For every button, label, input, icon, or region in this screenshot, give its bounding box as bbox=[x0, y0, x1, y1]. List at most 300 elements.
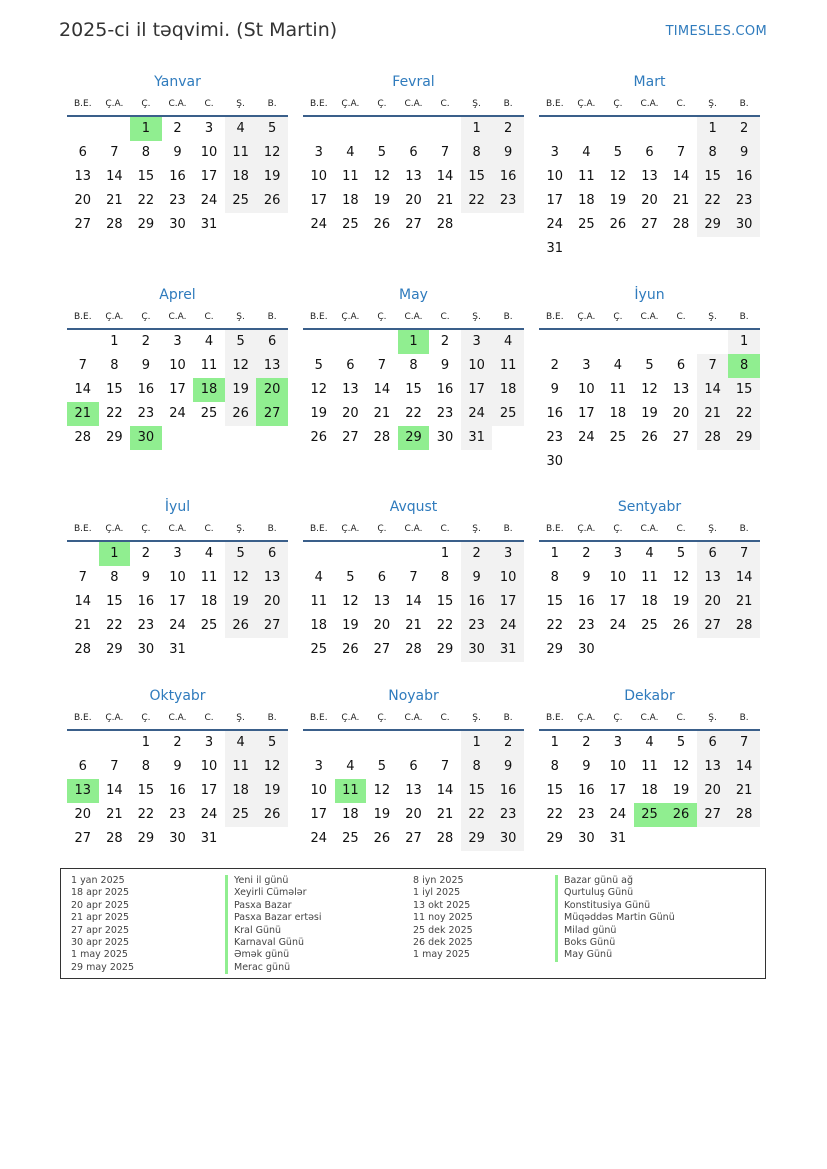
day-cell: 19 bbox=[373, 807, 391, 822]
weekday-label: C. bbox=[204, 713, 214, 723]
day-cell: 14 bbox=[373, 382, 391, 397]
day-cell: 13 bbox=[697, 566, 729, 590]
day-cell: 28 bbox=[672, 217, 690, 232]
day-cell: 18 bbox=[342, 193, 359, 208]
day-cell: 20 bbox=[405, 193, 422, 208]
day-cell: 6 bbox=[697, 542, 729, 566]
weekday-label: C.A. bbox=[640, 312, 659, 322]
month-name: Oktyabr bbox=[149, 688, 206, 704]
day-cell: 19 bbox=[310, 406, 328, 421]
day-cell: 6 bbox=[645, 145, 654, 160]
day-cell: 8 bbox=[141, 145, 151, 160]
day-cell: 27 bbox=[697, 614, 729, 638]
day-cell: 25 bbox=[310, 642, 328, 657]
weekday-label: C. bbox=[440, 713, 450, 723]
day-cell: 24 bbox=[546, 217, 564, 232]
day-cell: 3 bbox=[173, 546, 182, 561]
month-5 bbox=[539, 284, 760, 474]
day-cell: 10 bbox=[310, 169, 328, 184]
day-cell: 27 bbox=[74, 831, 92, 846]
legend-holiday-name: Müqəddəs Martin Günü bbox=[555, 912, 675, 924]
day-cell: 2 bbox=[141, 334, 151, 349]
month-name: May bbox=[399, 287, 428, 303]
day-cell: 13 bbox=[641, 169, 658, 184]
day-cell: 9 bbox=[173, 759, 182, 774]
empty-cell bbox=[429, 117, 461, 141]
day-cell: 20 bbox=[697, 590, 729, 614]
day-cell: 1 bbox=[99, 542, 131, 566]
day-cell: 30 bbox=[436, 430, 454, 445]
day-cell: 28 bbox=[697, 426, 729, 450]
day-cell: 11 bbox=[200, 358, 218, 373]
day-cell: 18 bbox=[342, 807, 359, 822]
day-cell: 14 bbox=[697, 378, 729, 402]
day-cell: 3 bbox=[173, 334, 182, 349]
day-cell: 21 bbox=[373, 406, 391, 421]
day-cell: 24 bbox=[609, 618, 627, 633]
day-cell: 28 bbox=[728, 614, 760, 638]
day-cell: 23 bbox=[436, 406, 454, 421]
weekday-label: Ş. bbox=[708, 713, 717, 723]
day-cell: 2 bbox=[728, 117, 760, 141]
weekday-label: B. bbox=[739, 713, 749, 723]
day-cell: 25 bbox=[609, 430, 627, 445]
day-cell: 7 bbox=[78, 358, 87, 373]
month-0 bbox=[67, 71, 288, 237]
day-cell: 31 bbox=[200, 831, 218, 846]
weekday-label: Ç.A. bbox=[341, 713, 360, 723]
day-cell: 19 bbox=[225, 378, 257, 402]
day-cell: 4 bbox=[204, 334, 214, 349]
day-cell: 16 bbox=[137, 382, 155, 397]
day-cell: 13 bbox=[405, 783, 422, 798]
day-cell: 12 bbox=[641, 382, 658, 397]
legend-holiday-name: Bazar günü ağ bbox=[555, 875, 675, 887]
day-cell: 21 bbox=[728, 590, 760, 614]
day-cell: 7 bbox=[110, 145, 119, 160]
day-cell: 2 bbox=[141, 546, 151, 561]
day-cell: 1 bbox=[141, 735, 151, 750]
empty-cell bbox=[366, 117, 398, 141]
legend-date: 18 apr 2025 bbox=[71, 887, 130, 899]
weekday-label: B.E. bbox=[545, 713, 564, 723]
day-cell: 7 bbox=[440, 145, 450, 160]
day-cell: 17 bbox=[461, 378, 493, 402]
weekday-label: B. bbox=[739, 312, 749, 322]
day-cell: 17 bbox=[200, 783, 218, 798]
day-cell: 26 bbox=[225, 614, 257, 638]
day-cell: 8 bbox=[110, 358, 119, 373]
day-cell: 15 bbox=[546, 594, 564, 609]
day-cell: 30 bbox=[546, 454, 564, 469]
day-cell: 16 bbox=[492, 779, 524, 803]
day-grid bbox=[67, 330, 288, 450]
day-cell: 21 bbox=[106, 193, 123, 208]
day-cell: 17 bbox=[609, 783, 627, 798]
weekday-label: Ş. bbox=[472, 713, 481, 723]
day-cell: 7 bbox=[409, 570, 418, 585]
weekday-label: C. bbox=[204, 524, 214, 534]
day-cell: 3 bbox=[492, 542, 524, 566]
day-cell: 10 bbox=[310, 783, 328, 798]
day-cell: 1 bbox=[110, 334, 119, 349]
day-cell: 23 bbox=[492, 189, 524, 213]
day-cell: 20 bbox=[74, 807, 92, 822]
empty-cell bbox=[67, 731, 99, 755]
day-cell: 17 bbox=[609, 594, 627, 609]
legend-date: 1 yan 2025 bbox=[71, 875, 125, 886]
day-cell: 13 bbox=[373, 594, 391, 609]
weekday-label: Ç.A. bbox=[577, 99, 596, 109]
day-cell: 15 bbox=[137, 169, 155, 184]
weekday-label: Ç.A. bbox=[577, 524, 596, 534]
weekday-label: Ş. bbox=[236, 312, 245, 322]
day-grid bbox=[67, 542, 288, 662]
weekday-header bbox=[303, 707, 524, 731]
weekday-label: Ç. bbox=[613, 99, 623, 109]
day-cell: 1 bbox=[728, 330, 760, 354]
weekday-label: B. bbox=[739, 524, 749, 534]
day-cell: 29 bbox=[436, 642, 454, 657]
day-cell: 22 bbox=[137, 193, 155, 208]
day-cell: 2 bbox=[582, 546, 591, 561]
empty-cell bbox=[67, 330, 99, 354]
day-cell: 20 bbox=[373, 618, 391, 633]
day-cell: 14 bbox=[405, 594, 422, 609]
day-cell: 24 bbox=[461, 402, 493, 426]
day-cell: 10 bbox=[546, 169, 564, 184]
weekday-label: B.E. bbox=[545, 99, 564, 109]
day-cell: 14 bbox=[728, 755, 760, 779]
day-cell: 18 bbox=[200, 594, 218, 609]
day-cell: 15 bbox=[697, 165, 729, 189]
weekday-label: C. bbox=[204, 99, 214, 109]
day-cell: 1 bbox=[461, 731, 493, 755]
day-cell: 21 bbox=[672, 193, 690, 208]
day-cell: 24 bbox=[169, 618, 186, 633]
day-cell: 12 bbox=[373, 169, 391, 184]
day-cell: 1 bbox=[398, 330, 430, 354]
month-name: Avqust bbox=[389, 499, 438, 515]
weekday-header bbox=[67, 707, 288, 731]
day-cell: 28 bbox=[436, 831, 454, 846]
empty-cell bbox=[99, 117, 131, 141]
month-9 bbox=[67, 685, 288, 851]
day-cell: 23 bbox=[137, 618, 155, 633]
day-cell: 31 bbox=[609, 831, 627, 846]
weekday-label: C. bbox=[676, 524, 686, 534]
day-cell: 22 bbox=[405, 406, 422, 421]
day-cell: 22 bbox=[461, 803, 493, 827]
month-3 bbox=[67, 284, 288, 450]
weekday-label: Ç.A. bbox=[341, 99, 360, 109]
empty-cell bbox=[429, 731, 461, 755]
day-cell: 5 bbox=[645, 358, 654, 373]
weekday-label: B. bbox=[503, 99, 513, 109]
day-cell: 22 bbox=[137, 807, 155, 822]
day-cell: 8 bbox=[440, 570, 450, 585]
day-cell: 14 bbox=[106, 169, 123, 184]
day-cell: 16 bbox=[137, 594, 155, 609]
day-cell: 3 bbox=[204, 121, 214, 136]
day-cell: 13 bbox=[74, 169, 92, 184]
day-cell: 10 bbox=[200, 759, 218, 774]
day-cell: 18 bbox=[225, 165, 257, 189]
day-cell: 11 bbox=[609, 382, 627, 397]
day-cell: 19 bbox=[641, 406, 658, 421]
weekday-label: B.E. bbox=[545, 524, 564, 534]
empty-cell bbox=[366, 731, 398, 755]
day-cell: 4 bbox=[346, 145, 355, 160]
day-cell: 5 bbox=[377, 145, 387, 160]
weekday-label: Ş. bbox=[708, 524, 717, 534]
day-cell: 29 bbox=[461, 827, 493, 851]
day-cell: 31 bbox=[492, 638, 524, 662]
legend-date: 1 may 2025 bbox=[71, 949, 128, 961]
empty-cell bbox=[602, 117, 634, 141]
weekday-label: B. bbox=[503, 524, 513, 534]
weekday-label: B. bbox=[267, 524, 277, 534]
day-cell: 21 bbox=[728, 779, 760, 803]
legend-holiday-name: Pasxa Bazar bbox=[225, 900, 322, 912]
empty-cell bbox=[602, 330, 634, 354]
weekday-label: C.A. bbox=[640, 99, 659, 109]
legend-date: 21 apr 2025 bbox=[71, 912, 130, 924]
weekday-label: Ç. bbox=[141, 99, 151, 109]
day-cell: 23 bbox=[169, 193, 186, 208]
day-cell: 7 bbox=[697, 354, 729, 378]
day-cell: 15 bbox=[461, 779, 493, 803]
empty-cell bbox=[697, 330, 729, 354]
day-cell: 7 bbox=[377, 358, 387, 373]
legend-holiday-name: Yeni il günü bbox=[225, 875, 322, 887]
day-cell: 5 bbox=[256, 117, 288, 141]
day-cell: 19 bbox=[256, 165, 288, 189]
day-cell: 25 bbox=[225, 803, 257, 827]
day-grid bbox=[303, 731, 524, 851]
day-cell: 26 bbox=[672, 618, 690, 633]
day-grid bbox=[303, 542, 524, 662]
day-cell: 25 bbox=[225, 189, 257, 213]
day-cell: 12 bbox=[342, 594, 359, 609]
month-name: İyun bbox=[634, 287, 665, 303]
weekday-label: Ç.A. bbox=[105, 713, 124, 723]
weekday-label: Ç. bbox=[141, 312, 151, 322]
day-cell: 27 bbox=[641, 217, 658, 232]
legend-holiday-name: Konstitusiya Günü bbox=[555, 900, 675, 912]
weekday-label: C.A. bbox=[640, 713, 659, 723]
legend-holiday-name: Qurtuluş Günü bbox=[555, 887, 675, 899]
weekday-label: Ç. bbox=[613, 524, 623, 534]
day-cell: 4 bbox=[346, 759, 355, 774]
weekday-label: C.A. bbox=[640, 524, 659, 534]
legend-names-right bbox=[555, 875, 675, 962]
day-cell: 23 bbox=[578, 807, 595, 822]
empty-cell bbox=[303, 542, 335, 566]
legend-names-left bbox=[225, 875, 322, 974]
weekday-label: B. bbox=[267, 99, 277, 109]
weekday-label: Ç.A. bbox=[105, 99, 124, 109]
day-cell: 12 bbox=[609, 169, 627, 184]
brand-link[interactable]: TIMESLES.COM bbox=[665, 24, 767, 39]
day-cell: 28 bbox=[405, 642, 422, 657]
day-cell: 20 bbox=[342, 406, 359, 421]
weekday-label: Ç.A. bbox=[341, 312, 360, 322]
empty-cell bbox=[539, 117, 571, 141]
legend-date: 13 okt 2025 bbox=[413, 899, 471, 911]
legend-dates-left bbox=[71, 875, 134, 974]
day-cell: 27 bbox=[256, 402, 288, 426]
day-cell: 30 bbox=[578, 642, 595, 657]
day-cell: 2 bbox=[440, 334, 450, 349]
day-cell: 14 bbox=[74, 382, 92, 397]
day-grid bbox=[539, 731, 760, 851]
day-cell: 2 bbox=[582, 735, 591, 750]
day-cell: 1 bbox=[440, 546, 450, 561]
day-cell: 10 bbox=[609, 759, 627, 774]
day-cell: 11 bbox=[310, 594, 328, 609]
day-cell: 23 bbox=[578, 618, 595, 633]
day-cell: 15 bbox=[106, 382, 123, 397]
weekday-label: Ç. bbox=[613, 713, 623, 723]
weekday-label: Ç.A. bbox=[105, 312, 124, 322]
day-cell: 6 bbox=[409, 145, 418, 160]
weekday-label: Ş. bbox=[472, 312, 481, 322]
day-cell: 8 bbox=[550, 759, 559, 774]
day-cell: 3 bbox=[613, 546, 623, 561]
day-cell: 27 bbox=[697, 803, 729, 827]
empty-cell bbox=[571, 117, 603, 141]
day-grid bbox=[539, 117, 760, 261]
day-cell: 16 bbox=[436, 382, 454, 397]
month-name: Noyabr bbox=[388, 688, 439, 704]
day-cell: 13 bbox=[256, 354, 288, 378]
legend-holiday-name: Əmək günü bbox=[225, 949, 322, 961]
day-cell: 16 bbox=[578, 783, 595, 798]
empty-cell bbox=[634, 330, 666, 354]
weekday-label: B.E. bbox=[73, 713, 92, 723]
day-cell: 26 bbox=[256, 803, 288, 827]
day-cell: 22 bbox=[728, 402, 760, 426]
day-grid bbox=[303, 330, 524, 450]
day-cell: 16 bbox=[578, 594, 595, 609]
weekday-label: Ç. bbox=[377, 524, 387, 534]
day-cell: 2 bbox=[173, 735, 182, 750]
day-cell: 12 bbox=[225, 566, 257, 590]
day-cell: 1 bbox=[550, 735, 559, 750]
day-cell: 15 bbox=[728, 378, 760, 402]
weekday-label: C. bbox=[676, 713, 686, 723]
day-cell: 25 bbox=[342, 217, 359, 232]
legend-date: 11 noy 2025 bbox=[413, 912, 473, 924]
weekday-header bbox=[67, 306, 288, 330]
day-cell: 20 bbox=[641, 193, 658, 208]
day-cell: 18 bbox=[310, 618, 328, 633]
day-cell: 20 bbox=[74, 193, 92, 208]
day-cell: 20 bbox=[697, 779, 729, 803]
day-cell: 11 bbox=[641, 759, 658, 774]
month-name: Fevral bbox=[392, 74, 435, 90]
legend-holiday-name: Xeyirli Cümələr bbox=[225, 887, 322, 899]
day-cell: 5 bbox=[346, 570, 355, 585]
day-cell: 6 bbox=[346, 358, 355, 373]
day-cell: 20 bbox=[256, 378, 288, 402]
page-title: 2025-ci il təqvimi. (St Martin) bbox=[59, 19, 338, 41]
weekday-label: C.A. bbox=[168, 524, 187, 534]
empty-cell bbox=[398, 117, 430, 141]
weekday-label: Ş. bbox=[708, 312, 717, 322]
day-cell: 11 bbox=[641, 570, 658, 585]
empty-cell bbox=[67, 542, 99, 566]
day-cell: 24 bbox=[578, 430, 595, 445]
day-cell: 30 bbox=[130, 426, 162, 450]
day-cell: 8 bbox=[461, 141, 493, 165]
legend-date: 1 may 2025 bbox=[413, 949, 470, 961]
day-cell: 28 bbox=[74, 642, 92, 657]
day-cell: 23 bbox=[492, 803, 524, 827]
weekday-label: Ç. bbox=[141, 524, 151, 534]
day-cell: 27 bbox=[373, 642, 391, 657]
day-cell: 30 bbox=[728, 213, 760, 237]
day-cell: 7 bbox=[440, 759, 450, 774]
day-cell: 15 bbox=[405, 382, 422, 397]
month-8 bbox=[539, 496, 760, 662]
day-cell: 18 bbox=[578, 193, 595, 208]
day-cell: 28 bbox=[373, 430, 391, 445]
day-cell: 24 bbox=[310, 217, 328, 232]
day-cell: 9 bbox=[728, 141, 760, 165]
weekday-label: Ç.A. bbox=[105, 524, 124, 534]
day-cell: 11 bbox=[578, 169, 595, 184]
day-cell: 11 bbox=[492, 354, 524, 378]
weekday-header bbox=[539, 707, 760, 731]
day-cell: 8 bbox=[461, 755, 493, 779]
day-cell: 26 bbox=[641, 430, 658, 445]
weekday-label: Ç. bbox=[613, 312, 623, 322]
legend-holiday-name: Pasxa Bazar ertəsi bbox=[225, 912, 322, 924]
legend-holiday-name: Boks Günü bbox=[555, 937, 675, 949]
empty-cell bbox=[303, 731, 335, 755]
day-cell: 24 bbox=[310, 831, 328, 846]
day-cell: 18 bbox=[492, 378, 524, 402]
legend-date: 27 apr 2025 bbox=[71, 924, 130, 936]
day-cell: 19 bbox=[609, 193, 627, 208]
day-cell: 14 bbox=[672, 169, 690, 184]
weekday-label: Ş. bbox=[472, 99, 481, 109]
day-cell: 10 bbox=[578, 382, 595, 397]
day-cell: 12 bbox=[256, 141, 288, 165]
day-cell: 29 bbox=[137, 831, 155, 846]
day-cell: 2 bbox=[461, 542, 493, 566]
day-cell: 16 bbox=[169, 169, 186, 184]
day-cell: 29 bbox=[697, 213, 729, 237]
weekday-label: B.E. bbox=[73, 99, 92, 109]
empty-cell bbox=[303, 117, 335, 141]
weekday-label: C.A. bbox=[404, 312, 423, 322]
day-cell: 1 bbox=[550, 546, 559, 561]
legend-date: 29 may 2025 bbox=[71, 961, 135, 973]
day-cell: 29 bbox=[728, 426, 760, 450]
legend-date: 25 dek 2025 bbox=[413, 924, 473, 936]
day-cell: 23 bbox=[461, 614, 493, 638]
day-cell: 3 bbox=[550, 145, 559, 160]
day-cell: 9 bbox=[492, 755, 524, 779]
weekday-label: B.E. bbox=[73, 524, 92, 534]
day-cell: 1 bbox=[697, 117, 729, 141]
day-grid bbox=[539, 542, 760, 662]
day-cell: 21 bbox=[74, 618, 92, 633]
day-cell: 29 bbox=[398, 426, 430, 450]
